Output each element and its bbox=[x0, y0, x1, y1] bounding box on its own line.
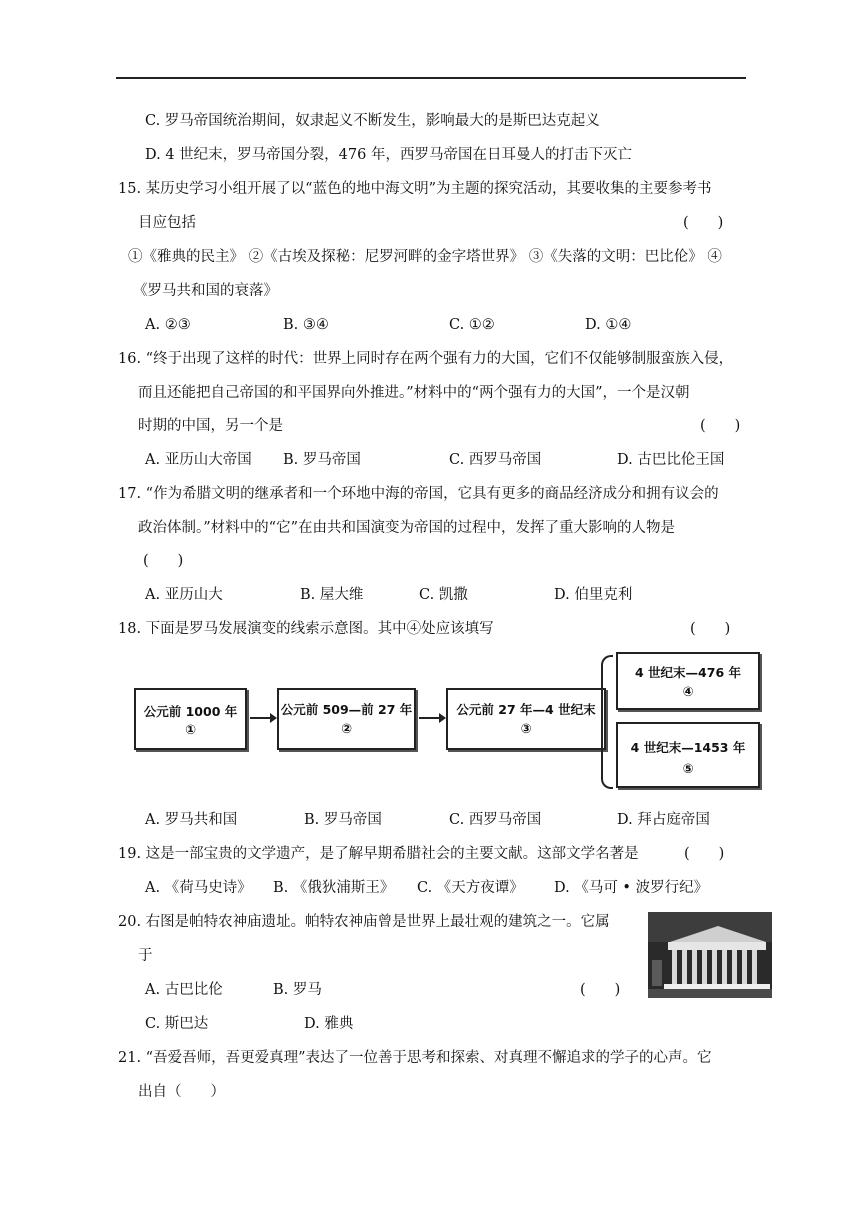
timeline-box-5 bbox=[616, 722, 760, 788]
q18-stem: 18. 下面是罗马发展演变的线索示意图。其中④处应该填写 bbox=[118, 621, 494, 637]
header-rule bbox=[116, 77, 746, 79]
q20-stem-line1: 20. 右图是帕特农神庙遗址。帕特农神庙曾是世界上最壮观的建筑之一。它属 bbox=[118, 914, 610, 930]
q18-option-a: A. 罗马共和国 bbox=[145, 812, 238, 828]
parthenon-image bbox=[648, 912, 772, 998]
q15-option-c: C. ①② bbox=[449, 317, 495, 333]
timeline-box-5-number: ⑤ bbox=[682, 762, 694, 777]
timeline-box-1-label: 公元前 1000 年 bbox=[143, 704, 238, 719]
q16-option-b: B. 罗马帝国 bbox=[283, 452, 361, 468]
timeline-box-2 bbox=[277, 688, 416, 750]
timeline-box-1 bbox=[134, 688, 247, 750]
q21-stem-line1: 21. “吾爱吾师，吾更爱真理”表达了一位善于思考和探索、对真理不懈追求的学子的心声。它 bbox=[118, 1050, 712, 1066]
q17-option-b: B. 屋大维 bbox=[300, 587, 364, 603]
arrow-1-to-2 bbox=[250, 717, 275, 719]
q19-answer-paren: ( ) bbox=[684, 846, 725, 862]
q16-answer-paren: ( ) bbox=[700, 418, 741, 434]
q20-answer-paren: ( ) bbox=[580, 982, 621, 998]
q18-option-b: B. 罗马帝国 bbox=[304, 812, 382, 828]
timeline-box-3 bbox=[446, 688, 606, 750]
timeline-box-4-number: ④ bbox=[682, 685, 694, 700]
q15-option-a: A. ②③ bbox=[145, 317, 191, 333]
q14-option-c: C. 罗马帝国统治期间，奴隶起义不断发生，影响最大的是斯巴达克起义 bbox=[145, 113, 600, 129]
q16-option-c: C. 西罗马帝国 bbox=[449, 452, 542, 468]
q15-books-line1: ①《雅典的民主》 ②《古埃及探秘：尼罗河畔的金字塔世界》 ③《失落的文明：巴比伦》 ④ bbox=[128, 249, 722, 265]
q20-option-b: B. 罗马 bbox=[273, 982, 322, 998]
timeline-box-3-label: 公元前 27 年—4 世纪末 bbox=[456, 702, 596, 717]
q20-option-c: C. 斯巴达 bbox=[145, 1016, 209, 1032]
q18-option-d: D. 拜占庭帝国 bbox=[617, 812, 710, 828]
q15-books-line2: 《罗马共和国的衰落》 bbox=[133, 283, 278, 299]
q20-option-a: A. 古巴比伦 bbox=[145, 982, 223, 998]
q19-option-b: B. 《俄狄浦斯王》 bbox=[273, 880, 395, 896]
q18-option-c: C. 西罗马帝国 bbox=[449, 812, 542, 828]
timeline-box-1-number: ① bbox=[184, 723, 196, 738]
q14-option-d: D. 4 世纪末，罗马帝国分裂，476 年，西罗马帝国在日耳曼人的打击下灭亡 bbox=[145, 147, 632, 163]
q17-option-d: D. 伯里克利 bbox=[554, 587, 633, 603]
timeline-box-2-number: ② bbox=[340, 722, 352, 737]
q15-option-d: D. ①④ bbox=[585, 317, 632, 333]
arrow-2-to-3 bbox=[419, 717, 444, 719]
q19-option-a: A. 《荷马史诗》 bbox=[145, 880, 252, 896]
q19-option-c: C. 《天方夜谭》 bbox=[417, 880, 524, 896]
parthenon-photo bbox=[648, 912, 772, 998]
q19-stem: 19. 这是一部宝贵的文学遗产，是了解早期希腊社会的主要文献。这部文学名著是 bbox=[118, 846, 639, 862]
q17-option-c: C. 凯撒 bbox=[419, 587, 468, 603]
timeline-box-3-number: ③ bbox=[520, 722, 532, 737]
q15-stem-line2: 目应包括 bbox=[138, 215, 196, 231]
branch-brace bbox=[601, 655, 613, 789]
q19-option-d: D. 《马可 • 波罗行纪》 bbox=[554, 880, 709, 896]
q17-stem-line2: 政治体制。”材料中的“它”在由共和国演变为帝国的过程中，发挥了重大影响的人物是 bbox=[138, 520, 675, 536]
q17-stem-line1: 17. “作为希腊文明的继承者和一个环地中海的帝国，它具有更多的商品经济成分和拥有议会的 bbox=[118, 486, 719, 502]
q21-stem-line2: 出自（ ） bbox=[138, 1084, 225, 1100]
q16-stem-line3: 时期的中国，另一个是 bbox=[138, 418, 283, 434]
q15-answer-paren: ( ) bbox=[683, 215, 724, 231]
q16-option-d: D. 古巴比伦王国 bbox=[617, 452, 725, 468]
q16-stem-line2: 而且还能把自己帝国的和平国界向外推进。”材料中的“两个强有力的大国”，一个是汉朝 bbox=[138, 385, 690, 401]
timeline-box-4 bbox=[616, 652, 760, 710]
timeline-box-2-label: 公元前 509—前 27 年 bbox=[280, 702, 413, 717]
q17-answer-paren: ( ) bbox=[143, 553, 184, 569]
q20-option-d: D. 雅典 bbox=[304, 1016, 354, 1032]
q20-stem-line2: 于 bbox=[138, 948, 153, 964]
q16-stem-line1: 16. “终于出现了这样的时代：世界上同时存在两个强有力的大国，它们不仅能够制服蛮族入侵， bbox=[118, 351, 734, 367]
timeline-box-4-label: 4 世纪末—476 年 bbox=[635, 665, 741, 680]
timeline-box-5-label: 4 世纪末—1453 年 bbox=[630, 740, 746, 755]
q16-option-a: A. 亚历山大帝国 bbox=[145, 452, 252, 468]
q15-option-b: B. ③④ bbox=[283, 317, 329, 333]
q15-stem-line1: 15. 某历史学习小组开展了以“蓝色的地中海文明”为主题的探究活动，其要收集的主要参考书 bbox=[118, 181, 712, 197]
q17-option-a: A. 亚历山大 bbox=[145, 587, 223, 603]
q18-answer-paren: ( ) bbox=[690, 621, 731, 637]
